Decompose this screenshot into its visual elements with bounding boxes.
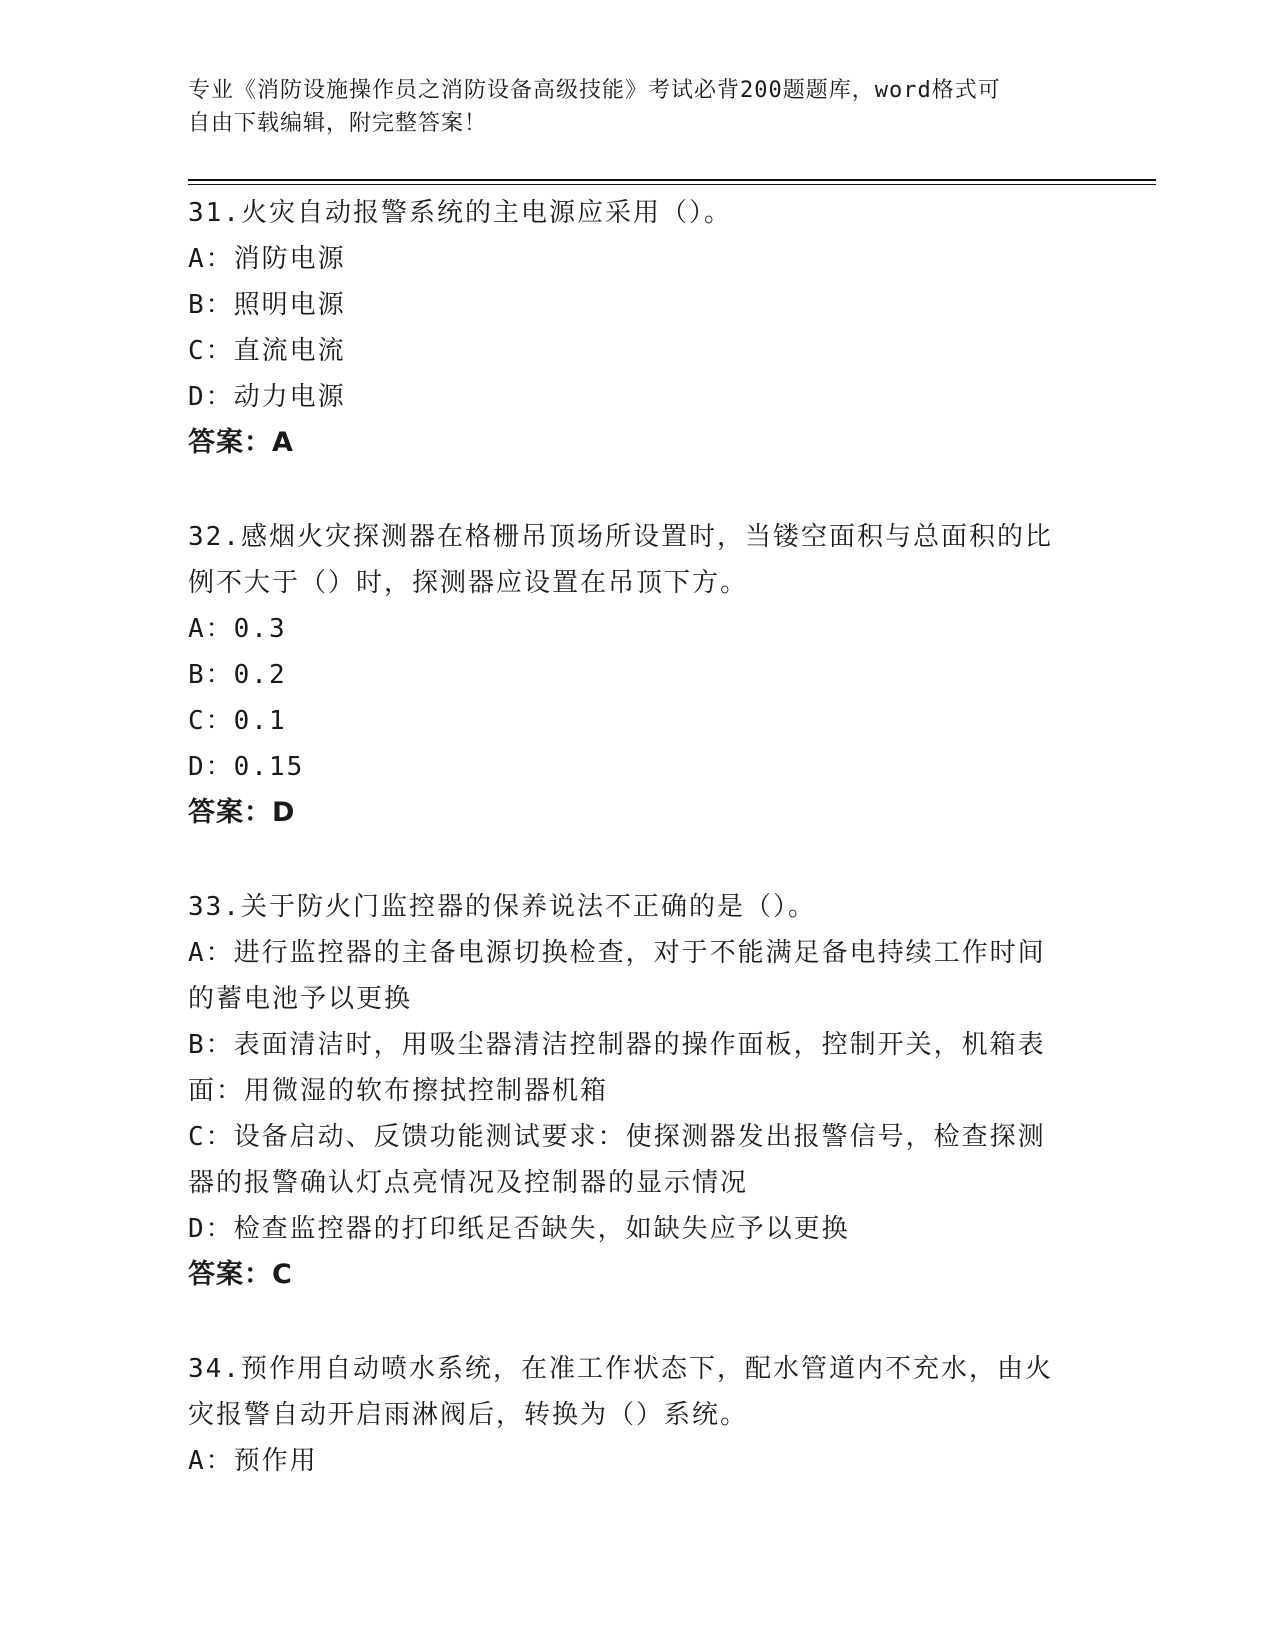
- answer-label: 答案：A: [188, 427, 294, 458]
- option-line: B：0.2: [188, 660, 287, 690]
- header-divider-thick: [188, 179, 1156, 181]
- option-line: A：预作用: [188, 1446, 318, 1476]
- question-stem-line: 33.关于防火门监控器的保养说法不正确的是（）。: [188, 892, 816, 922]
- option-line: C：0.1: [188, 706, 287, 736]
- option-line: B：表面清洁时，用吸尘器清洁控制器的操作面板，控制开关，机箱表: [188, 1030, 1046, 1060]
- option-line: A：进行监控器的主备电源切换检查，对于不能满足备电持续工作时间: [188, 938, 1046, 968]
- question-block: [188, 190, 1078, 466]
- option-line: 器的报警确认灯点亮情况及控制器的显示情况: [188, 1168, 749, 1198]
- question-stem-line: 灾报警自动开启雨淋阀后，转换为（）系统。: [188, 1400, 749, 1430]
- question-block: [188, 1346, 1078, 1484]
- header-line-2: 自由下载编辑，附完整答案！: [188, 111, 488, 136]
- option-line: 的蓄电池予以更换: [188, 984, 413, 1014]
- answer-label: 答案：D: [188, 797, 296, 828]
- document-header: [188, 74, 1068, 140]
- option-line: A：消防电源: [188, 244, 346, 274]
- question-block: [188, 514, 1078, 836]
- option-line: C：设备启动、反馈功能测试要求：使探测器发出报警信号，检查探测: [188, 1122, 1046, 1152]
- question-block: [188, 884, 1078, 1298]
- option-line: D：动力电源: [188, 382, 346, 412]
- question-stem-line: 31.火灾自动报警系统的主电源应采用（）。: [188, 198, 732, 228]
- answer-label: 答案：C: [188, 1259, 293, 1290]
- question-list: [188, 190, 1078, 1532]
- option-line: A：0.3: [188, 614, 287, 644]
- question-stem-line: 34.预作用自动喷水系统，在准工作状态下，配水管道内不充水，由火: [188, 1354, 1053, 1384]
- header-divider-thin: [188, 184, 1156, 185]
- option-line: D：检查监控器的打印纸足否缺失，如缺失应予以更换: [188, 1214, 850, 1244]
- question-stem-line: 例不大于（）时，探测器应设置在吊顶下方。: [188, 568, 749, 598]
- header-line-1: 专业《消防设施操作员之消防设备高级技能》考试必背200题题库，word格式可: [188, 78, 1001, 103]
- question-stem-line: 32.感烟火灾探测器在格栅吊顶场所设置时，当镂空面积与总面积的比: [188, 522, 1053, 552]
- option-line: D：0.15: [188, 752, 305, 782]
- option-line: B：照明电源: [188, 290, 346, 320]
- option-line: C：直流电流: [188, 336, 346, 366]
- option-line: 面：用微湿的软布擦拭控制器机箱: [188, 1076, 609, 1106]
